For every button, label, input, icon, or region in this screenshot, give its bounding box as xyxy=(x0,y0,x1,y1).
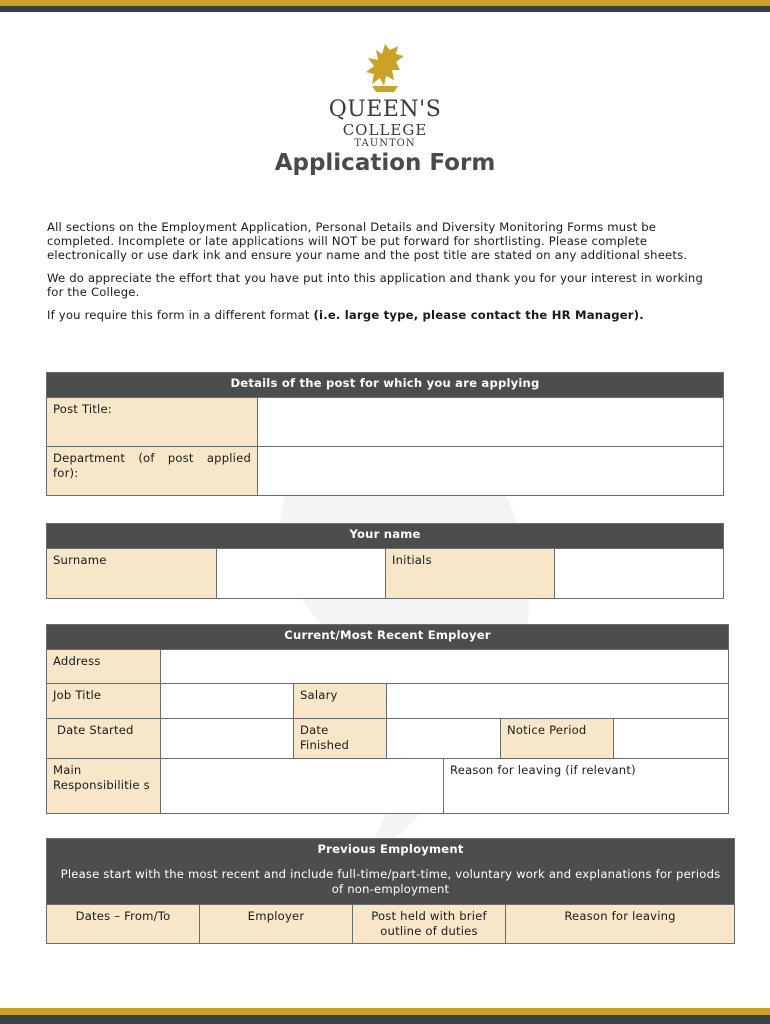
name-header: Your name xyxy=(47,524,724,549)
page-title: Application Form xyxy=(274,150,496,176)
job-title-input[interactable] xyxy=(161,684,294,719)
intro-p3-plain: If you require this form in a different format xyxy=(47,308,314,322)
intro-paragraph-3 xyxy=(47,308,722,322)
col-post-header: Post held with brief outline of duties xyxy=(353,905,506,944)
previous-employment-header: Previous Employment xyxy=(47,839,735,863)
bottom-gold-band xyxy=(0,1008,770,1015)
date-finished-label: Date Finished xyxy=(294,719,387,759)
date-finished-input[interactable] xyxy=(387,719,501,759)
initials-input[interactable] xyxy=(555,549,724,599)
main-responsibilities-input[interactable] xyxy=(161,759,444,814)
notice-period-label: Notice Period xyxy=(501,719,614,759)
name-table xyxy=(46,523,724,599)
employer-table xyxy=(46,624,729,814)
surname-label: Surname xyxy=(47,549,217,599)
col-dates-header: Dates – From/To xyxy=(47,905,200,944)
logo-line-1: QUEEN'S xyxy=(328,97,442,122)
intro-text xyxy=(47,220,722,331)
employer-header: Current/Most Recent Employer xyxy=(47,625,729,650)
main-responsibilities-label: Main Responsibilitie s xyxy=(47,759,161,814)
post-title-input[interactable] xyxy=(258,398,724,447)
reason-for-leaving-field[interactable]: Reason for leaving (if relevant) xyxy=(444,759,729,814)
dragon-crest-icon xyxy=(360,40,410,96)
salary-input[interactable] xyxy=(387,684,729,719)
initials-label: Initials xyxy=(386,549,555,599)
col-employer-header: Employer xyxy=(200,905,353,944)
college-logo xyxy=(320,40,450,149)
previous-employment-table xyxy=(46,838,735,944)
job-title-label: Job Title xyxy=(47,684,161,719)
intro-p3-bold: (i.e. large type, please contact the HR Manager). xyxy=(313,308,644,322)
date-started-label: Date Started xyxy=(47,719,161,759)
previous-employment-subheader: Please start with the most recent and include full-time/part-time, voluntary work and explanations for periods of non-employment xyxy=(47,863,735,905)
department-input[interactable] xyxy=(258,447,724,496)
address-label: Address xyxy=(47,650,161,684)
logo-line-3: TAUNTON xyxy=(354,138,416,149)
logo-line-2: COLLEGE xyxy=(342,121,428,139)
post-title-label: Post Title: xyxy=(47,398,258,447)
surname-input[interactable] xyxy=(217,549,386,599)
intro-paragraph-2: We do appreciate the effort that you have put into this application and thank you for your interest in working for the College. xyxy=(47,271,704,299)
post-details-header: Details of the post for which you are applying xyxy=(47,373,724,398)
address-input[interactable] xyxy=(161,650,729,684)
top-dark-band xyxy=(0,6,770,12)
department-label: Department (of post applied for): xyxy=(47,447,258,496)
col-reason-header: Reason for leaving xyxy=(506,905,735,944)
notice-period-input[interactable] xyxy=(614,719,729,759)
date-started-input[interactable] xyxy=(161,719,294,759)
salary-label: Salary xyxy=(294,684,387,719)
post-details-table xyxy=(46,372,724,496)
intro-paragraph-1: All sections on the Employment Application, Personal Details and Diversity Monitoring Forms must be completed. Incomplete or late applications will NOT be put forward for shortlisting. Please complete electronically or use dark ink and ensure your name and the post title are stated on any additional sheets. xyxy=(47,220,688,262)
bottom-dark-band xyxy=(0,1015,770,1024)
